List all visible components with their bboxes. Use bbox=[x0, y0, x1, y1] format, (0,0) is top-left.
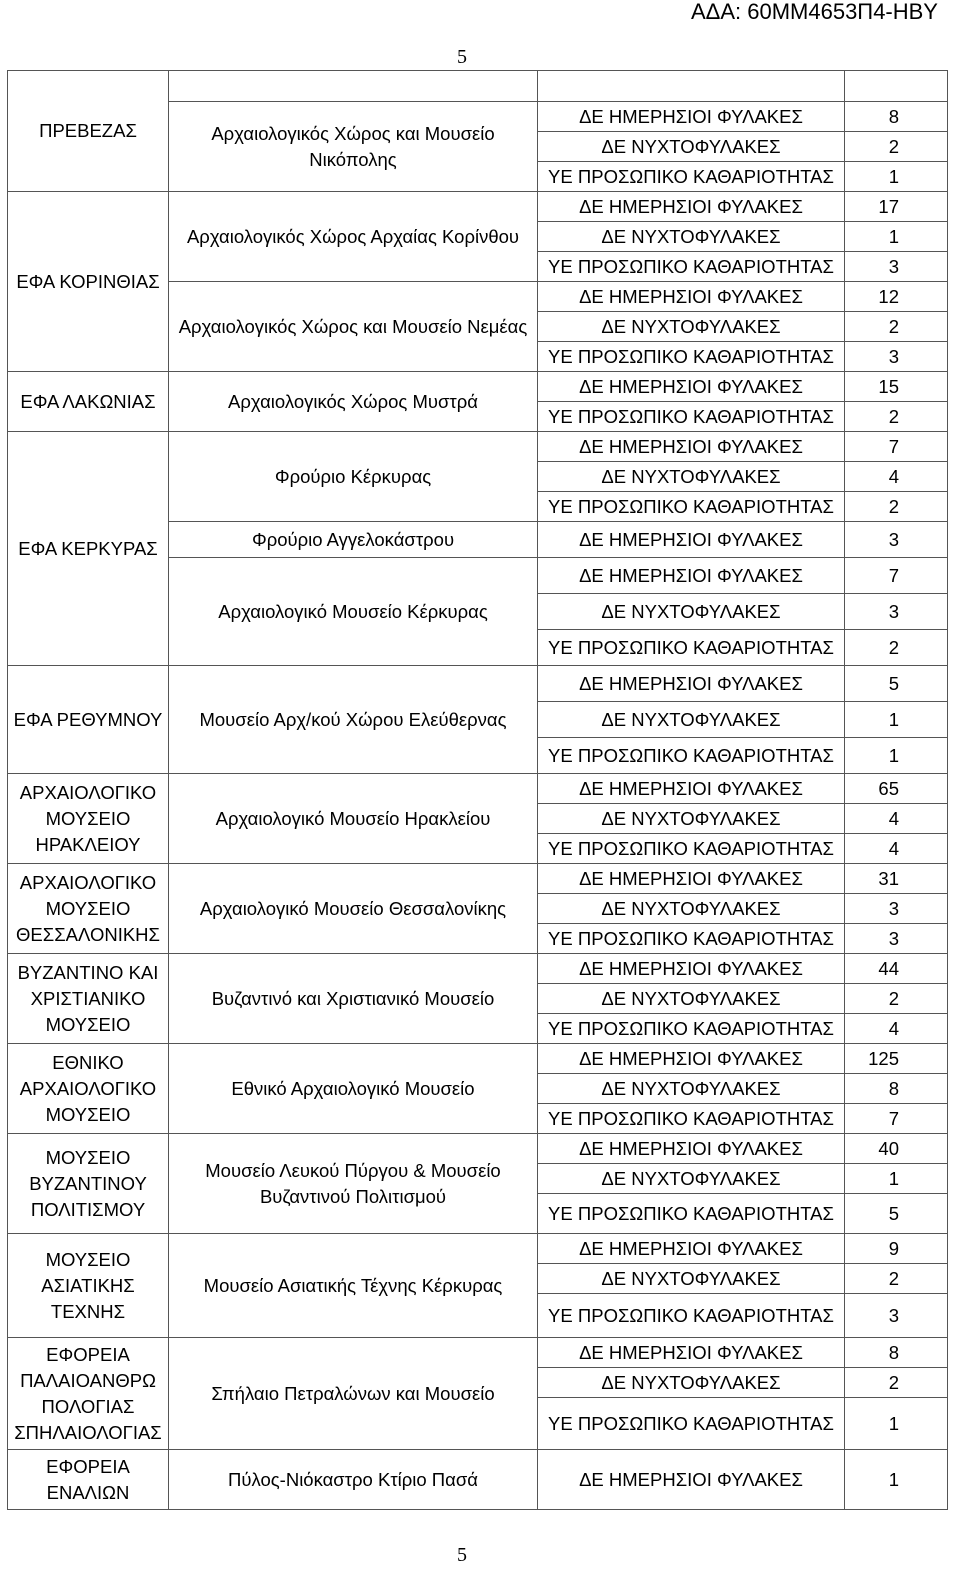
page-number-bottom: 5 bbox=[457, 1544, 467, 1566]
count-cell: 8 bbox=[845, 1074, 948, 1104]
staff-type-cell: ΔΕ ΝΥΧΤΟΦΥΛΑΚΕΣ bbox=[538, 1164, 845, 1194]
staff-type-cell: ΔΕ ΝΥΧΤΟΦΥΛΑΚΕΣ bbox=[538, 312, 845, 342]
staff-type-cell: ΔΕ ΝΥΧΤΟΦΥΛΑΚΕΣ bbox=[538, 804, 845, 834]
count-cell: 1 bbox=[845, 738, 948, 774]
site-cell: Αρχαιολογικός Χώρος Μυστρά bbox=[169, 372, 538, 432]
count-cell: 2 bbox=[845, 492, 948, 522]
staff-type-cell: ΔΕ ΝΥΧΤΟΦΥΛΑΚΕΣ bbox=[538, 222, 845, 252]
count-cell: 4 bbox=[845, 834, 948, 864]
count-cell: 44 bbox=[845, 954, 948, 984]
staff-type-cell: ΥΕ ΠΡΟΣΩΠΙΚΟ ΚΑΘΑΡΙΟΤΗΤΑΣ bbox=[538, 492, 845, 522]
count-cell: 3 bbox=[845, 252, 948, 282]
count-cell: 1 bbox=[845, 1164, 948, 1194]
staff-type-cell: ΥΕ ΠΡΟΣΩΠΙΚΟ ΚΑΘΑΡΙΟΤΗΤΑΣ bbox=[538, 924, 845, 954]
staff-type-cell: ΥΕ ΠΡΟΣΩΠΙΚΟ ΚΑΘΑΡΙΟΤΗΤΑΣ bbox=[538, 1104, 845, 1134]
count-cell: 125 bbox=[845, 1044, 948, 1074]
guard-staff-table bbox=[7, 70, 948, 1510]
authority-cell: ΜΟΥΣΕΙΟ ΑΣΙΑΤΙΚΗΣ ΤΕΧΝΗΣ bbox=[8, 1234, 169, 1338]
staff-type-cell: ΔΕ ΗΜΕΡΗΣΙΟΙ ΦΥΛΑΚΕΣ bbox=[538, 1338, 845, 1368]
count-cell: 2 bbox=[845, 1264, 948, 1294]
staff-type-cell: ΥΕ ΠΡΟΣΩΠΙΚΟ ΚΑΘΑΡΙΟΤΗΤΑΣ bbox=[538, 630, 845, 666]
staff-type-cell: ΔΕ ΝΥΧΤΟΦΥΛΑΚΕΣ bbox=[538, 894, 845, 924]
staff-type-cell: ΥΕ ΠΡΟΣΩΠΙΚΟ ΚΑΘΑΡΙΟΤΗΤΑΣ bbox=[538, 162, 845, 192]
authority-cell: ΕΦΑ ΛΑΚΩΝΙΑΣ bbox=[8, 372, 169, 432]
staff-type-cell: ΔΕ ΝΥΧΤΟΦΥΛΑΚΕΣ bbox=[538, 1074, 845, 1104]
site-cell: Αρχαιολογικός Χώρος και Μουσείο Νεμέας bbox=[169, 282, 538, 372]
staff-type-cell: ΔΕ ΗΜΕΡΗΣΙΟΙ ΦΥΛΑΚΕΣ bbox=[538, 372, 845, 402]
count-cell: 4 bbox=[845, 1014, 948, 1044]
count-cell: 5 bbox=[845, 666, 948, 702]
count-cell: 8 bbox=[845, 1338, 948, 1368]
count-cell: 65 bbox=[845, 774, 948, 804]
staff-type-cell: ΥΕ ΠΡΟΣΩΠΙΚΟ ΚΑΘΑΡΙΟΤΗΤΑΣ bbox=[538, 252, 845, 282]
ada-code: ΑΔΑ: 60ΜΜ4653Π4-ΗΒΥ bbox=[690, 0, 938, 24]
staff-type-cell: ΔΕ ΗΜΕΡΗΣΙΟΙ ΦΥΛΑΚΕΣ bbox=[538, 192, 845, 222]
authority-cell: ΕΦΑ ΚΟΡΙΝΘΙΑΣ bbox=[8, 192, 169, 372]
count-cell: 7 bbox=[845, 432, 948, 462]
count-cell: 3 bbox=[845, 894, 948, 924]
staff-type-cell: ΥΕ ΠΡΟΣΩΠΙΚΟ ΚΑΘΑΡΙΟΤΗΤΑΣ bbox=[538, 342, 845, 372]
count-cell: 1 bbox=[845, 162, 948, 192]
site-cell: Μουσείο Αρχ/κού Χώρου Ελεύθερνας bbox=[169, 666, 538, 774]
page-number-top: 5 bbox=[457, 46, 467, 68]
site-cell: Αρχαιολογικό Μουσείο Κέρκυρας bbox=[169, 558, 538, 666]
staff-type-cell: ΔΕ ΗΜΕΡΗΣΙΟΙ ΦΥΛΑΚΕΣ bbox=[538, 1450, 845, 1510]
staff-type-cell: ΔΕ ΗΜΕΡΗΣΙΟΙ ΦΥΛΑΚΕΣ bbox=[538, 102, 845, 132]
count-cell: 4 bbox=[845, 804, 948, 834]
staff-type-cell: ΔΕ ΗΜΕΡΗΣΙΟΙ ΦΥΛΑΚΕΣ bbox=[538, 522, 845, 558]
authority-cell: ΑΡΧΑΙΟΛΟΓΙΚΟ ΜΟΥΣΕΙΟ ΘΕΣΣΑΛΟΝΙΚΗΣ bbox=[8, 864, 169, 954]
count-cell: 7 bbox=[845, 1104, 948, 1134]
site-cell: Μουσείο Ασιατικής Τέχνης Κέρκυρας bbox=[169, 1234, 538, 1338]
authority-cell: ΒΥΖΑΝΤΙΝΟ ΚΑΙ ΧΡΙΣΤΙΑΝΙΚΟ ΜΟΥΣΕΙΟ bbox=[8, 954, 169, 1044]
staff-type-cell: ΥΕ ΠΡΟΣΩΠΙΚΟ ΚΑΘΑΡΙΟΤΗΤΑΣ bbox=[538, 1294, 845, 1338]
site-cell: Εθνικό Αρχαιολογικό Μουσείο bbox=[169, 1044, 538, 1134]
site-cell: Φρούριο Κέρκυρας bbox=[169, 432, 538, 522]
staff-type-cell: ΔΕ ΗΜΕΡΗΣΙΟΙ ΦΥΛΑΚΕΣ bbox=[538, 1234, 845, 1264]
staff-type-cell: ΥΕ ΠΡΟΣΩΠΙΚΟ ΚΑΘΑΡΙΟΤΗΤΑΣ bbox=[538, 1398, 845, 1450]
count-cell: 17 bbox=[845, 192, 948, 222]
count-cell: 1 bbox=[845, 1450, 948, 1510]
authority-cell: ΕΦΑ ΡΕΘΥΜΝΟΥ bbox=[8, 666, 169, 774]
staff-type-cell: ΔΕ ΝΥΧΤΟΦΥΛΑΚΕΣ bbox=[538, 132, 845, 162]
site-cell: Αρχαιολογικό Μουσείο Θεσσαλονίκης bbox=[169, 864, 538, 954]
site-cell: Πύλος-Νιόκαστρο Κτίριο Πασά bbox=[169, 1450, 538, 1510]
staff-type-cell: ΔΕ ΗΜΕΡΗΣΙΟΙ ΦΥΛΑΚΕΣ bbox=[538, 558, 845, 594]
staff-type-cell: ΔΕ ΗΜΕΡΗΣΙΟΙ ΦΥΛΑΚΕΣ bbox=[538, 774, 845, 804]
staff-type-cell: ΥΕ ΠΡΟΣΩΠΙΚΟ ΚΑΘΑΡΙΟΤΗΤΑΣ bbox=[538, 1014, 845, 1044]
count-cell: 3 bbox=[845, 1294, 948, 1338]
count-cell: 1 bbox=[845, 702, 948, 738]
count-cell: 12 bbox=[845, 282, 948, 312]
count-cell: 7 bbox=[845, 558, 948, 594]
staff-type-cell: ΔΕ ΗΜΕΡΗΣΙΟΙ ΦΥΛΑΚΕΣ bbox=[538, 1134, 845, 1164]
staff-type-cell: ΥΕ ΠΡΟΣΩΠΙΚΟ ΚΑΘΑΡΙΟΤΗΤΑΣ bbox=[538, 402, 845, 432]
staff-type-cell: ΥΕ ΠΡΟΣΩΠΙΚΟ ΚΑΘΑΡΙΟΤΗΤΑΣ bbox=[538, 738, 845, 774]
count-cell: 2 bbox=[845, 1368, 948, 1398]
staff-type-cell: ΥΕ ΠΡΟΣΩΠΙΚΟ ΚΑΘΑΡΙΟΤΗΤΑΣ bbox=[538, 1194, 845, 1234]
site-cell: Σπήλαιο Πετραλώνων και Μουσείο bbox=[169, 1338, 538, 1450]
staff-type-cell: ΔΕ ΗΜΕΡΗΣΙΟΙ ΦΥΛΑΚΕΣ bbox=[538, 954, 845, 984]
count-cell: 3 bbox=[845, 522, 948, 558]
count-cell: 31 bbox=[845, 864, 948, 894]
site-cell: Μουσείο Λευκού Πύργου & Μουσείο Βυζαντινού Πολιτισμού bbox=[169, 1134, 538, 1234]
staff-type-cell: ΔΕ ΝΥΧΤΟΦΥΛΑΚΕΣ bbox=[538, 1264, 845, 1294]
staff-type-cell: ΥΕ ΠΡΟΣΩΠΙΚΟ ΚΑΘΑΡΙΟΤΗΤΑΣ bbox=[538, 834, 845, 864]
count-cell: 2 bbox=[845, 630, 948, 666]
site-cell: Αρχαιολογικό Μουσείο Ηρακλείου bbox=[169, 774, 538, 864]
site-cell: Φρούριο Αγγελοκάστρου bbox=[169, 522, 538, 558]
staff-type-cell: ΔΕ ΗΜΕΡΗΣΙΟΙ ΦΥΛΑΚΕΣ bbox=[538, 282, 845, 312]
authority-cell: ΕΦΟΡΕΙΑ ΕΝΑΛΙΩΝ bbox=[8, 1450, 169, 1510]
count-cell: 4 bbox=[845, 462, 948, 492]
staff-type-cell: ΔΕ ΝΥΧΤΟΦΥΛΑΚΕΣ bbox=[538, 462, 845, 492]
count-cell: 2 bbox=[845, 312, 948, 342]
authority-cell: ΑΡΧΑΙΟΛΟΓΙΚΟ ΜΟΥΣΕΙΟ ΗΡΑΚΛΕΙΟΥ bbox=[8, 774, 169, 864]
count-cell: 8 bbox=[845, 102, 948, 132]
site-cell: Αρχαιολογικός Χώρος και Μουσείο Νικόπολης bbox=[169, 102, 538, 192]
authority-cell: ΕΦΟΡΕΙΑ ΠΑΛΑΙΟΑΝΘΡΩ ΠΟΛΟΓΙΑΣ ΣΠΗΛΑΙΟΛΟΓΙΑΣ bbox=[8, 1338, 169, 1450]
count-cell: 5 bbox=[845, 1194, 948, 1234]
authority-cell: ΕΘΝΙΚΟ ΑΡΧΑΙΟΛΟΓΙΚΟ ΜΟΥΣΕΙΟ bbox=[8, 1044, 169, 1134]
count-cell: 3 bbox=[845, 342, 948, 372]
staff-type-cell: ΔΕ ΗΜΕΡΗΣΙΟΙ ΦΥΛΑΚΕΣ bbox=[538, 666, 845, 702]
site-cell: Αρχαιολογικός Χώρος Αρχαίας Κορίνθου bbox=[169, 192, 538, 282]
staff-type-cell: ΔΕ ΝΥΧΤΟΦΥΛΑΚΕΣ bbox=[538, 1368, 845, 1398]
count-cell: 9 bbox=[845, 1234, 948, 1264]
count-cell: 1 bbox=[845, 1398, 948, 1450]
count-cell: 15 bbox=[845, 372, 948, 402]
staff-type-cell: ΔΕ ΝΥΧΤΟΦΥΛΑΚΕΣ bbox=[538, 984, 845, 1014]
authority-cell: ΜΟΥΣΕΙΟ ΒΥΖΑΝΤΙΝΟΥ ΠΟΛΙΤΙΣΜΟΥ bbox=[8, 1134, 169, 1234]
staff-type-cell: ΔΕ ΗΜΕΡΗΣΙΟΙ ΦΥΛΑΚΕΣ bbox=[538, 1044, 845, 1074]
site-cell: Βυζαντινό και Χριστιανικό Μουσείο bbox=[169, 954, 538, 1044]
count-cell: 3 bbox=[845, 594, 948, 630]
count-cell: 1 bbox=[845, 222, 948, 252]
staff-type-cell: ΔΕ ΗΜΕΡΗΣΙΟΙ ΦΥΛΑΚΕΣ bbox=[538, 864, 845, 894]
staff-type-cell: ΔΕ ΝΥΧΤΟΦΥΛΑΚΕΣ bbox=[538, 594, 845, 630]
count-cell: 2 bbox=[845, 402, 948, 432]
authority-cell: ΠΡΕΒΕΖΑΣ bbox=[8, 71, 169, 192]
count-cell: 3 bbox=[845, 924, 948, 954]
count-cell: 2 bbox=[845, 984, 948, 1014]
count-cell: 40 bbox=[845, 1134, 948, 1164]
staff-type-cell: ΔΕ ΝΥΧΤΟΦΥΛΑΚΕΣ bbox=[538, 702, 845, 738]
staff-type-cell: ΔΕ ΗΜΕΡΗΣΙΟΙ ΦΥΛΑΚΕΣ bbox=[538, 432, 845, 462]
count-cell: 2 bbox=[845, 132, 948, 162]
authority-cell: ΕΦΑ ΚΕΡΚΥΡΑΣ bbox=[8, 432, 169, 666]
